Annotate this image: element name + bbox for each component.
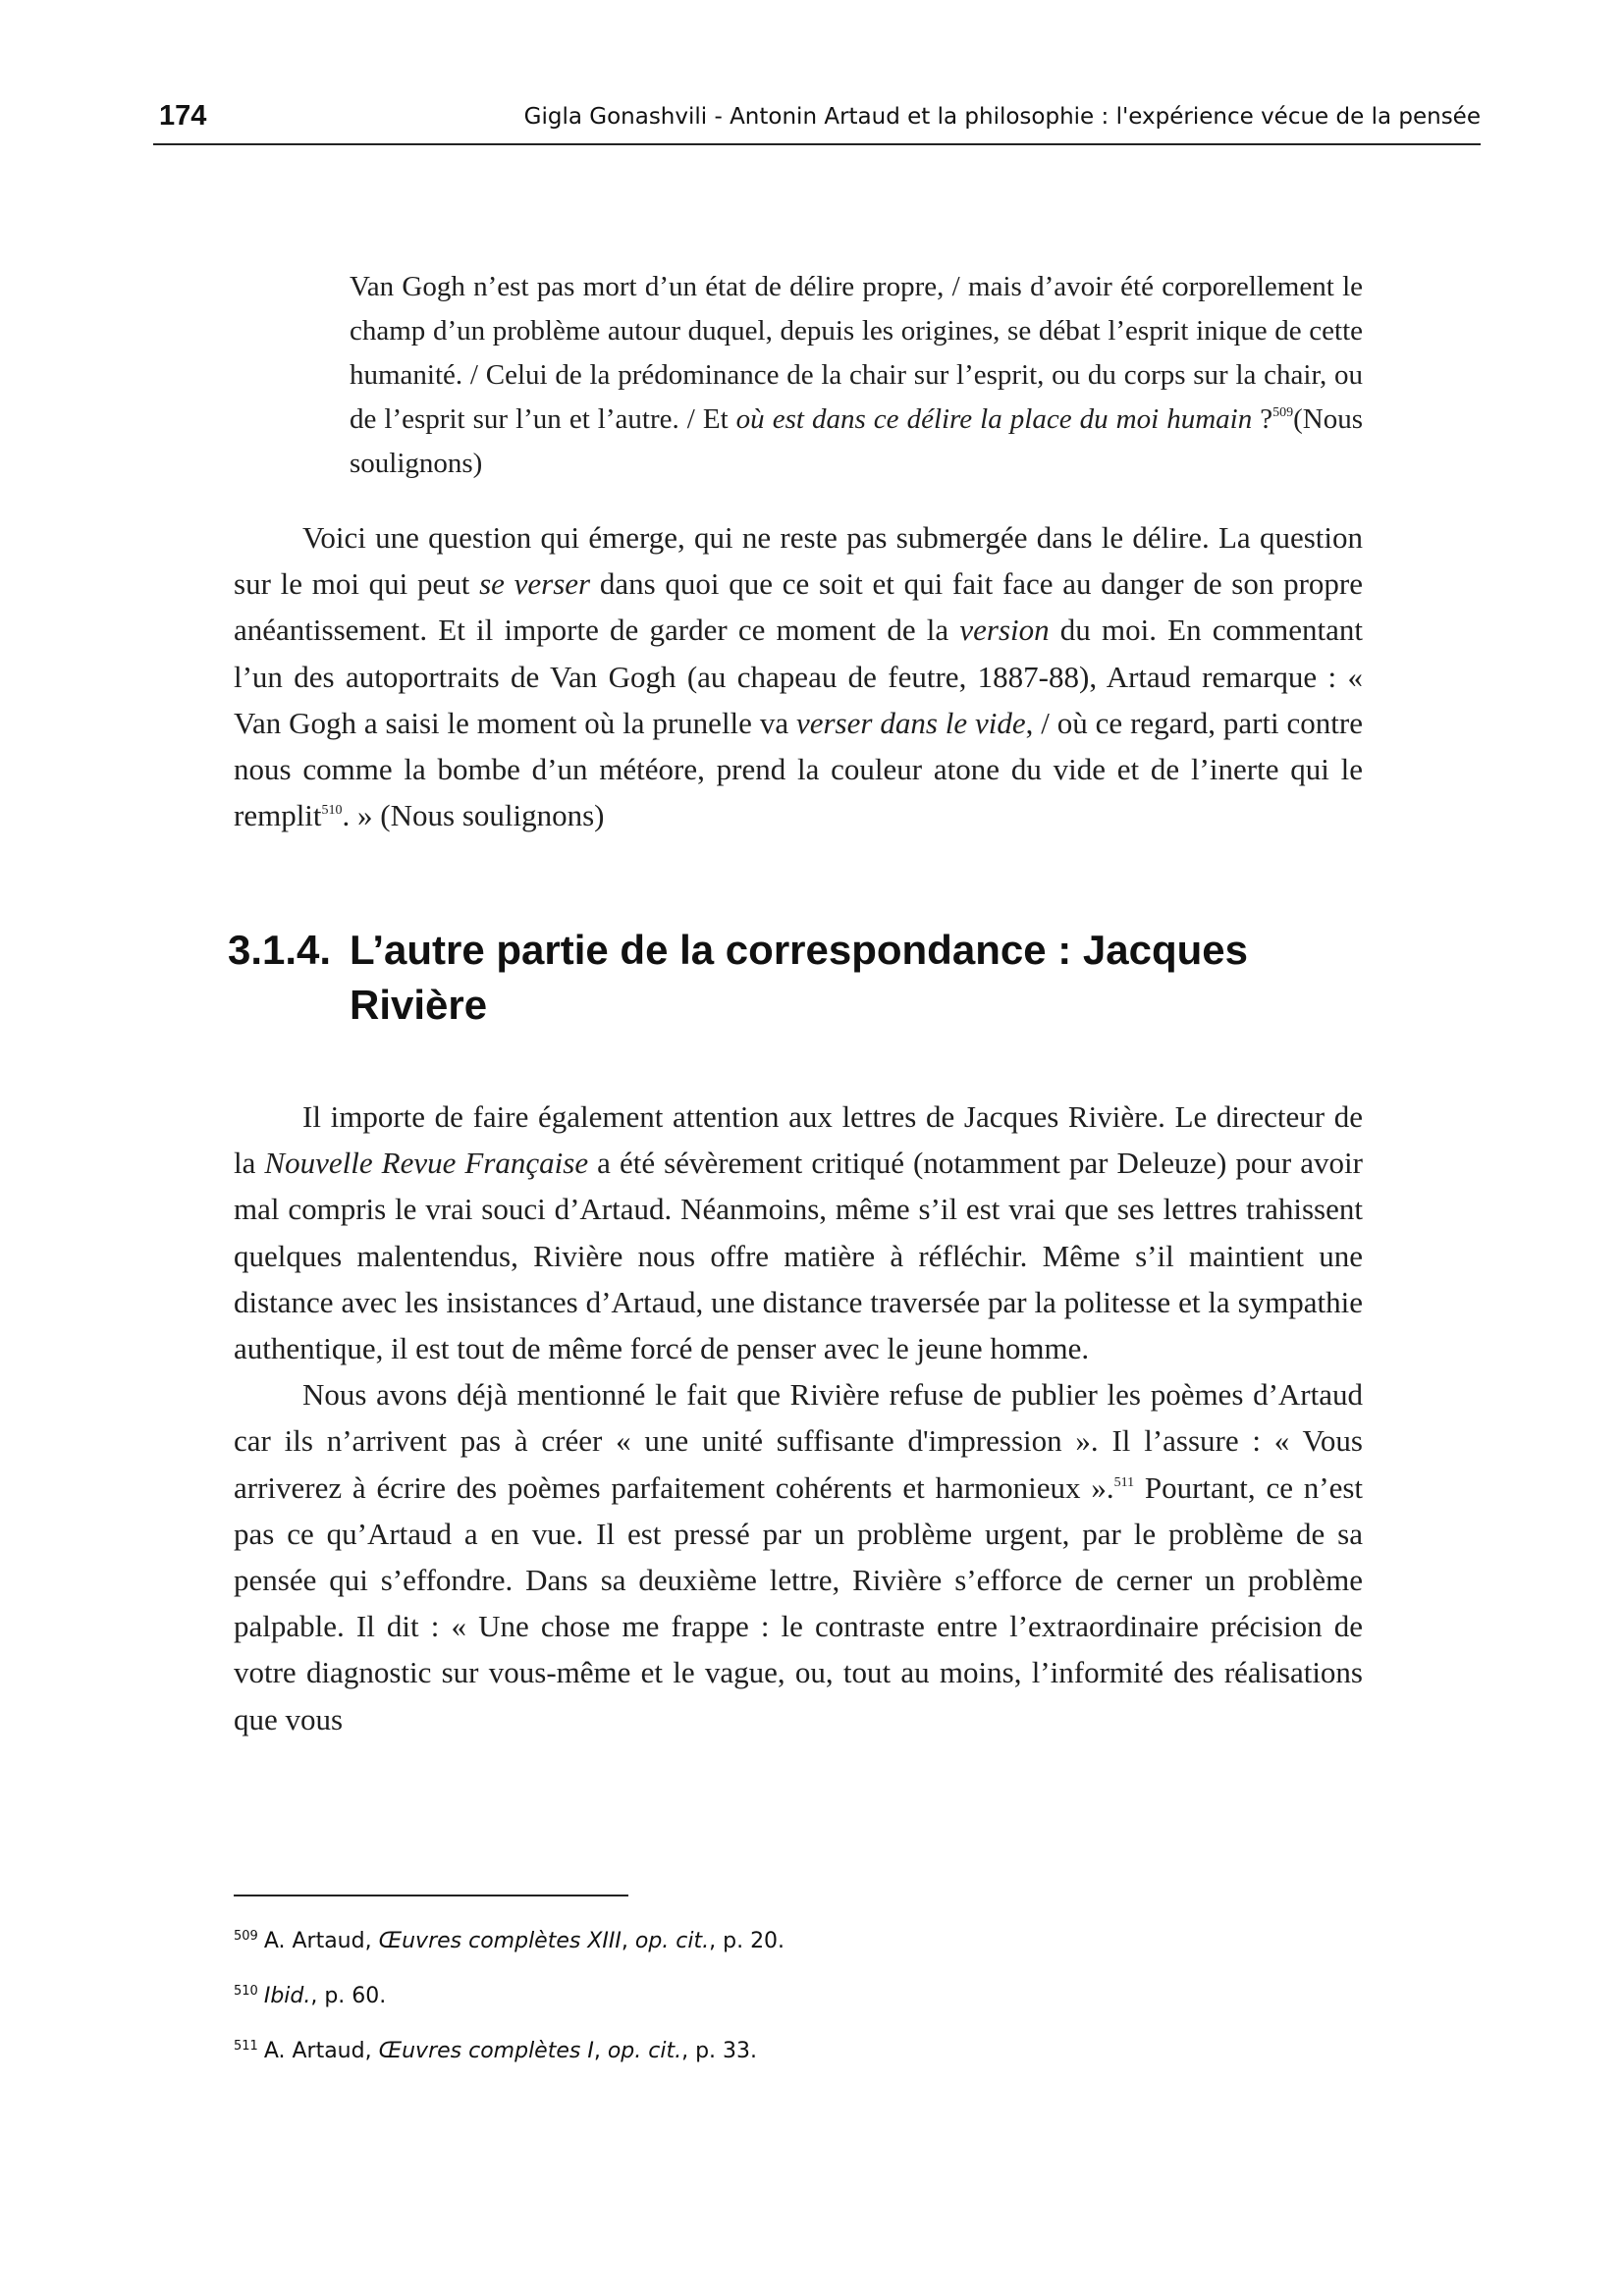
footnotes [234,1927,1363,2092]
footnote-number: 509 [234,1929,258,1944]
paragraph-text: dans quoi que ce soit et qui fait face au danger de son propre anéantissement. Et il importe de garder ce moment de la [234,566,1363,648]
footnote-book-title: Ibid. [263,1984,311,2008]
section-number: 3.1.4. [228,927,332,973]
page-number: 174 [159,100,207,132]
section-title-line-1: L’autre partie de la correspondance : Jacques [350,927,1248,973]
footnote-text: , [621,1929,635,1953]
footnote-text: A. Artaud, [263,2039,379,2063]
block-quote [350,265,1363,486]
paragraph-text: Voici une question qui émerge, qui ne reste pas submergée dans le délire. La question sur le moi qui peut [234,520,1363,602]
footnote-op-cit: op. cit. [634,1929,710,1953]
body-paragraph-1 [234,514,1363,838]
body-paragraph-3 [234,1371,1363,1742]
footnote-book-title: Œuvres complètes XIII [378,1929,622,1953]
footnote-509 [234,1927,1363,1982]
paragraph-text: Il importe de faire également attention aux lettres de Jacques Rivière. Le directeur de la [234,1099,1363,1181]
footnote-text: , p. 33. [681,2039,758,2063]
footnote-text: , p. 60. [310,1984,387,2008]
footnote-511 [234,2037,1363,2092]
section-title-line-2: Rivière [350,982,488,1028]
footnote-book-title: Œuvres complètes I [378,2039,594,2063]
footnote-text: A. Artaud, [263,1929,379,1953]
quote-text: Van Gogh n’est pas mort d’un état de délire propre, / mais d’avoir été corporellement le champ d’un problème autour duquel, depuis les origines, se débat l’esprit inique de cette humanité. / Celui de la prédominance de la chair sur l’esprit, ou du corps sur la chair, ou de l’esprit sur l’un et l’autre. / Et [350,271,1363,435]
footnote-ref-509[interactable]: 509 [1272,405,1294,420]
paragraph-emphasis: version [959,613,1050,648]
footnote-op-cit: op. cit. [607,2039,682,2063]
paragraph-text: du moi. En commentant l’un des autoportraits de Van Gogh (au chapeau de feutre, 1887-88), Artaud remarque : « Van Gogh a saisi le moment où la prunelle va [234,613,1364,740]
footnote-text: , p. 20. [709,1929,785,1953]
footnote-separator [234,1895,628,1896]
footnote-ref-510[interactable]: 510 [321,803,343,819]
footnote-text: , [593,2039,608,2063]
running-header [153,98,1481,145]
quote-text: ? [1252,403,1273,435]
running-title: Gigla Gonashvili - Antonin Artaud et la philosophie : l'expérience vécue de la pensée [523,104,1481,130]
paragraph-emphasis: se verser [479,566,591,602]
footnote-ref-511[interactable]: 511 [1113,1474,1135,1490]
footnote-510 [234,1982,1363,2037]
footnote-number: 510 [234,1984,258,1999]
paragraph-text: a été sévèrement critiqué (notamment par Deleuze) pour avoir mal compris le vrai souci d’Artaud. Néanmoins, même s’il est vrai que ses lettres trahissent quelques malentendus, Rivière nous offre matière à réfléchir. Même s’il maintient une distance avec les insistances d’Artaud, une distance traversée par la politesse et la sympathie authentique, il est tout de même forcé de penser avec le jeune homme. [234,1146,1363,1366]
body-paragraphs-section [234,1094,1363,1742]
body-paragraph-2 [234,1094,1363,1371]
quote-emphasis: où est dans ce délire la place du moi humain [735,403,1253,435]
paragraph-text: Pourtant, ce n’est pas ce qu’Artaud a en vue. Il est pressé par un problème urgent, par le problème de sa pensée qui s’effondre. Dans sa deuxième lettre, Rivière s’efforce de cerner un problème palpable. Il dit : « Une chose me frappe : le contraste entre l’extraordinaire précision de votre diagnostic sur vous-même et le vague, ou, tout au moins, l’informité des réalisations que vous [234,1469,1364,1736]
paragraph-text: Nous avons déjà mentionné le fait que Rivière refuse de publier les poèmes d’Artaud car ils n’arrivent pas à créer « une unité suffisante d'impression ». Il l’assure : « Vous arriverez à écrire des poèmes parfaitement cohérents et harmonieux ». [234,1377,1363,1505]
paragraph-text: . » (Nous soulignons) [342,798,605,833]
quote-text: (Nous soulignons) [350,403,1364,479]
paragraph-emphasis: verser dans le vide [795,705,1026,740]
section-heading [228,923,1367,1033]
journal-title: Nouvelle Revue Française [264,1146,589,1181]
footnote-number: 511 [234,2039,258,2054]
paragraph-text: , / où ce regard, parti contre nous comme la bombe d’un météore, prend la couleur atone du vide et de l’inerte qui le remplit [234,705,1364,833]
